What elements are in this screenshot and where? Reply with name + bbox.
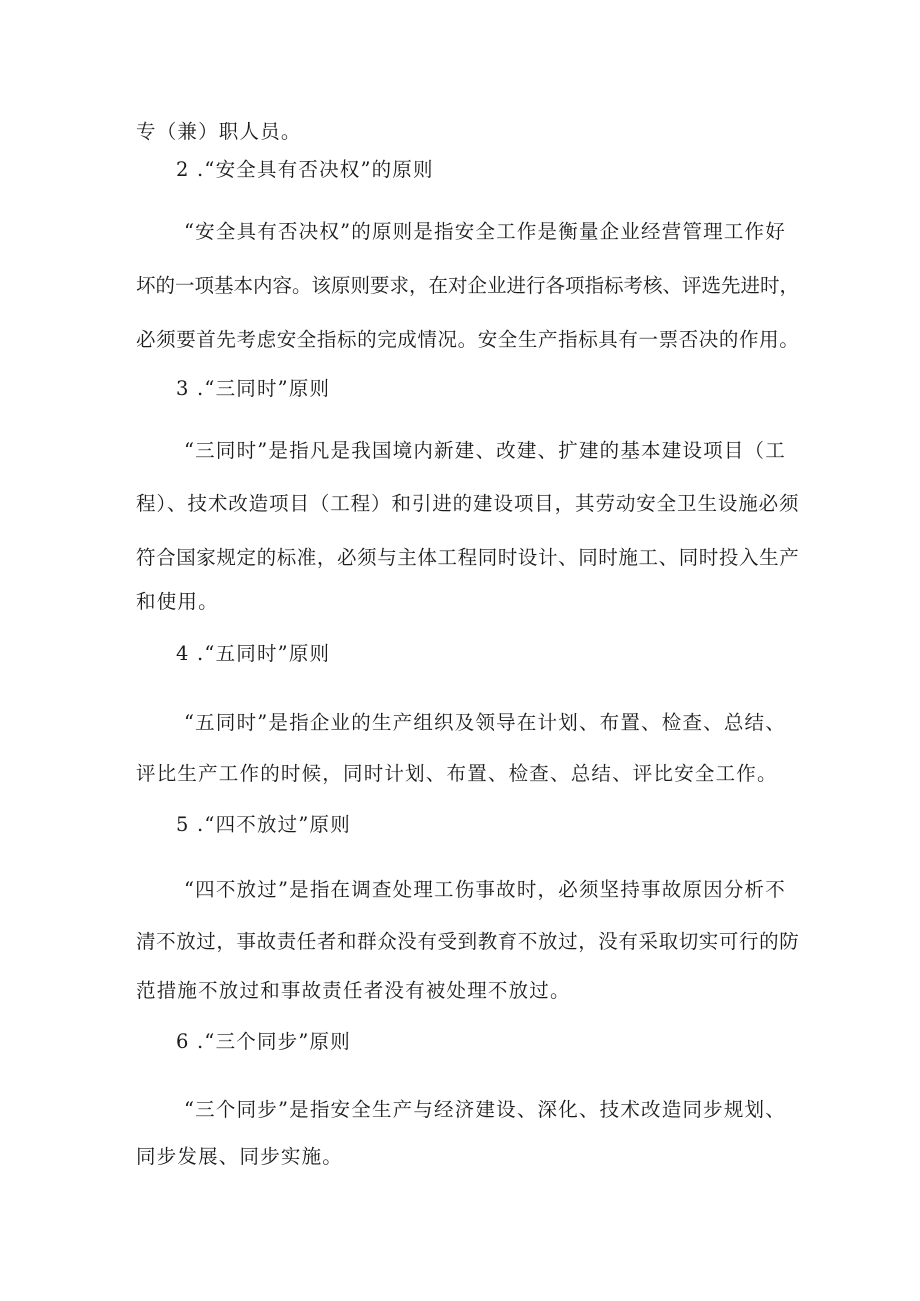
section-heading-4: 4 .“五同时”原则 [176, 642, 331, 665]
paragraph-line: 清不放过，事故责任者和群众没有受到教育不放过，没有采取切实可行的防 [136, 930, 800, 953]
paragraph-line: 符合国家规定的标准，必须与主体工程同时设计、同时施工、同时投入生产 [136, 546, 800, 569]
paragraph-line: “五同时”是指企业的生产组织及领导在计划、布置、检查、总结、 [184, 711, 786, 734]
paragraph-line: 程）、技术改造项目（工程）和引进的建设项目，其劳动安全卫生设施必须 [136, 492, 800, 515]
paragraph-line: 评比生产工作的时候，同时计划、布置、检查、总结、评比安全工作。 [136, 762, 778, 785]
section-heading-5: 5 .“四不放过”原则 [176, 813, 351, 836]
section-heading-3: 3 .“三同时”原则 [176, 377, 331, 400]
paragraph-line: 必须要首先考虑安全指标的完成情况。安全生产指标具有一票否决的作用。 [136, 328, 800, 351]
paragraph-line: “安全具有否决权”的原则是指安全工作是衡量企业经营管理工作好 [184, 220, 786, 243]
paragraph-line: 同步发展、同步实施。 [136, 1145, 344, 1168]
paragraph-line: 坏的一项基本内容。该原则要求，在对企业进行各项指标考核、评选先进时， [136, 274, 800, 297]
paragraph-line: 范措施不放过和事故责任者没有被处理不放过。 [136, 979, 571, 1002]
section-heading-2: 2 .“安全具有否决权”的原则 [176, 158, 434, 181]
section-heading-6: 6 .“三个同步”原则 [176, 1030, 351, 1053]
paragraph-line: “四不放过”是指在调查处理工伤事故时，必须坚持事故原因分析不 [184, 878, 786, 901]
paragraph-line: 和使用。 [136, 590, 219, 613]
paragraph-line: “三同时”是指凡是我国境内新建、改建、扩建的基本建设项目（工 [184, 439, 786, 462]
continuation-text: 专（兼）职人员。 [136, 120, 302, 143]
paragraph-line: “三个同步”是指安全生产与经济建设、深化、技术改造同步规划、 [184, 1098, 786, 1121]
